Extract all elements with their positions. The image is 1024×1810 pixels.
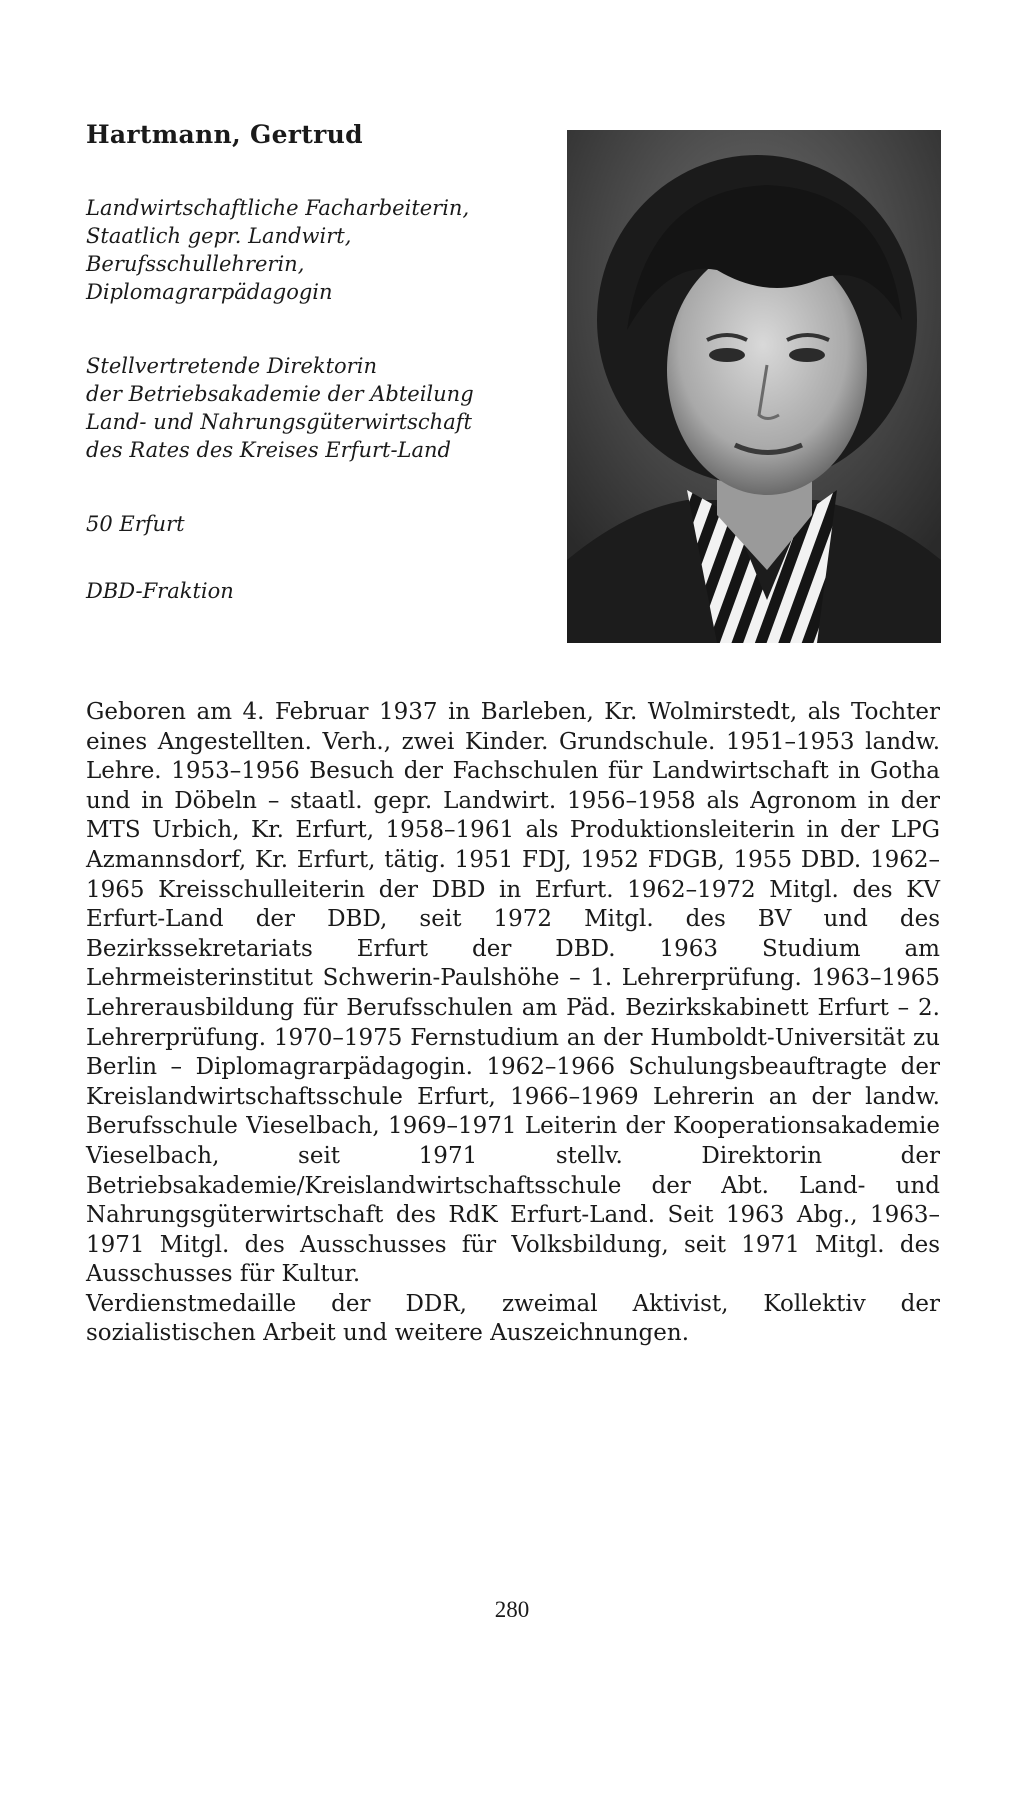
qualification-line: Landwirtschaftliche Facharbeiterin, [86,196,470,220]
fraction: DBD-Fraktion [86,579,234,603]
qualifications [86,194,469,306]
portrait-photo [567,130,941,643]
person-name: Hartmann, Gertrud [86,120,363,149]
portrait-illustration [567,130,941,643]
qualification-line: Staatlich gepr. Landwirt, [86,224,352,248]
position-line: der Betriebsakademie der Abteilung [86,382,474,406]
position [86,352,474,464]
awards-paragraph: Verdienstmedaille der DDR, zweimal Aktivist, Kollektiv der sozialistischen Arbeit und weitere Auszeichnungen. [86,1290,940,1347]
biography-paragraph: Geboren am 4. Februar 1937 in Barleben, Kr. Wolmirstedt, als Tochter eines Angestellten. Verh., zwei Kinder. Grundschule. 1951–1953 landw. Lehre. 1953–1956 Besuch der Fachschulen für Landwirtschaft in Gotha und in Döbeln – staatl. gepr. Landwirt. 1956–1958 als Agronom in der MTS Urbich, Kr. Erfurt, 1958–1961 als Produktionsleiterin in der LPG Azmannsdorf, Kr. Erfurt, tätig. 1951 FDJ, 1952 FDGB, 1955 DBD. 1962–1965 Kreisschulleiterin der DBD in Erfurt. 1962–1972 Mitgl. des KV Erfurt-Land der DBD, seit 1972 Mitgl. des BV und des Bezirkssekretariats Erfurt der DBD. 1963 Studium am Lehrmeisterinstitut Schwerin-Paulshöhe – 1. Lehrerprüfung. 1963–1965 Lehrerausbildung für Berufsschulen am Päd. Bezirkskabinett Erfurt – 2. Lehrerprüfung. 1970–1975 Fernstudium an der Humboldt-Universität zu Berlin – Diplomagrarpädagogin. 1962–1966 Schulungsbeauftragte der Kreislandwirtschaftsschule Erfurt, 1966–1969 Lehrerin an der landw. Berufsschule Vieselbach, 1969–1971 Leiterin der Kooperationsakademie Vieselbach, seit 1971 stellv. Direktorin der Betriebsakademie/Kreislandwirtschaftsschule der Abt. Land- und Nahrungsgüterwirtschaft des RdK Erfurt-Land. Seit 1963 Abg., 1963–1971 Mitgl. des Ausschusses für Volksbildung, seit 1971 Mitgl. des Ausschusses für Kultur. Verdienstmedaille der DDR, zweimal Aktivist, Kollektiv der sozialistischen Arbeit und weitere Auszeichnungen. [86,698,940,1349]
qualification-line: Berufsschullehrerin, [86,252,305,276]
position-line: Stellvertretende Direktorin [86,354,377,378]
qualification-line: Diplomagrarpädagogin [86,280,333,304]
page-number: 280 [494,1597,530,1622]
position-line: Land- und Nahrungsgüterwirtschaft [86,410,472,434]
city: 50 Erfurt [86,512,185,536]
position-line: des Rates des Kreises Erfurt-Land [86,438,451,462]
